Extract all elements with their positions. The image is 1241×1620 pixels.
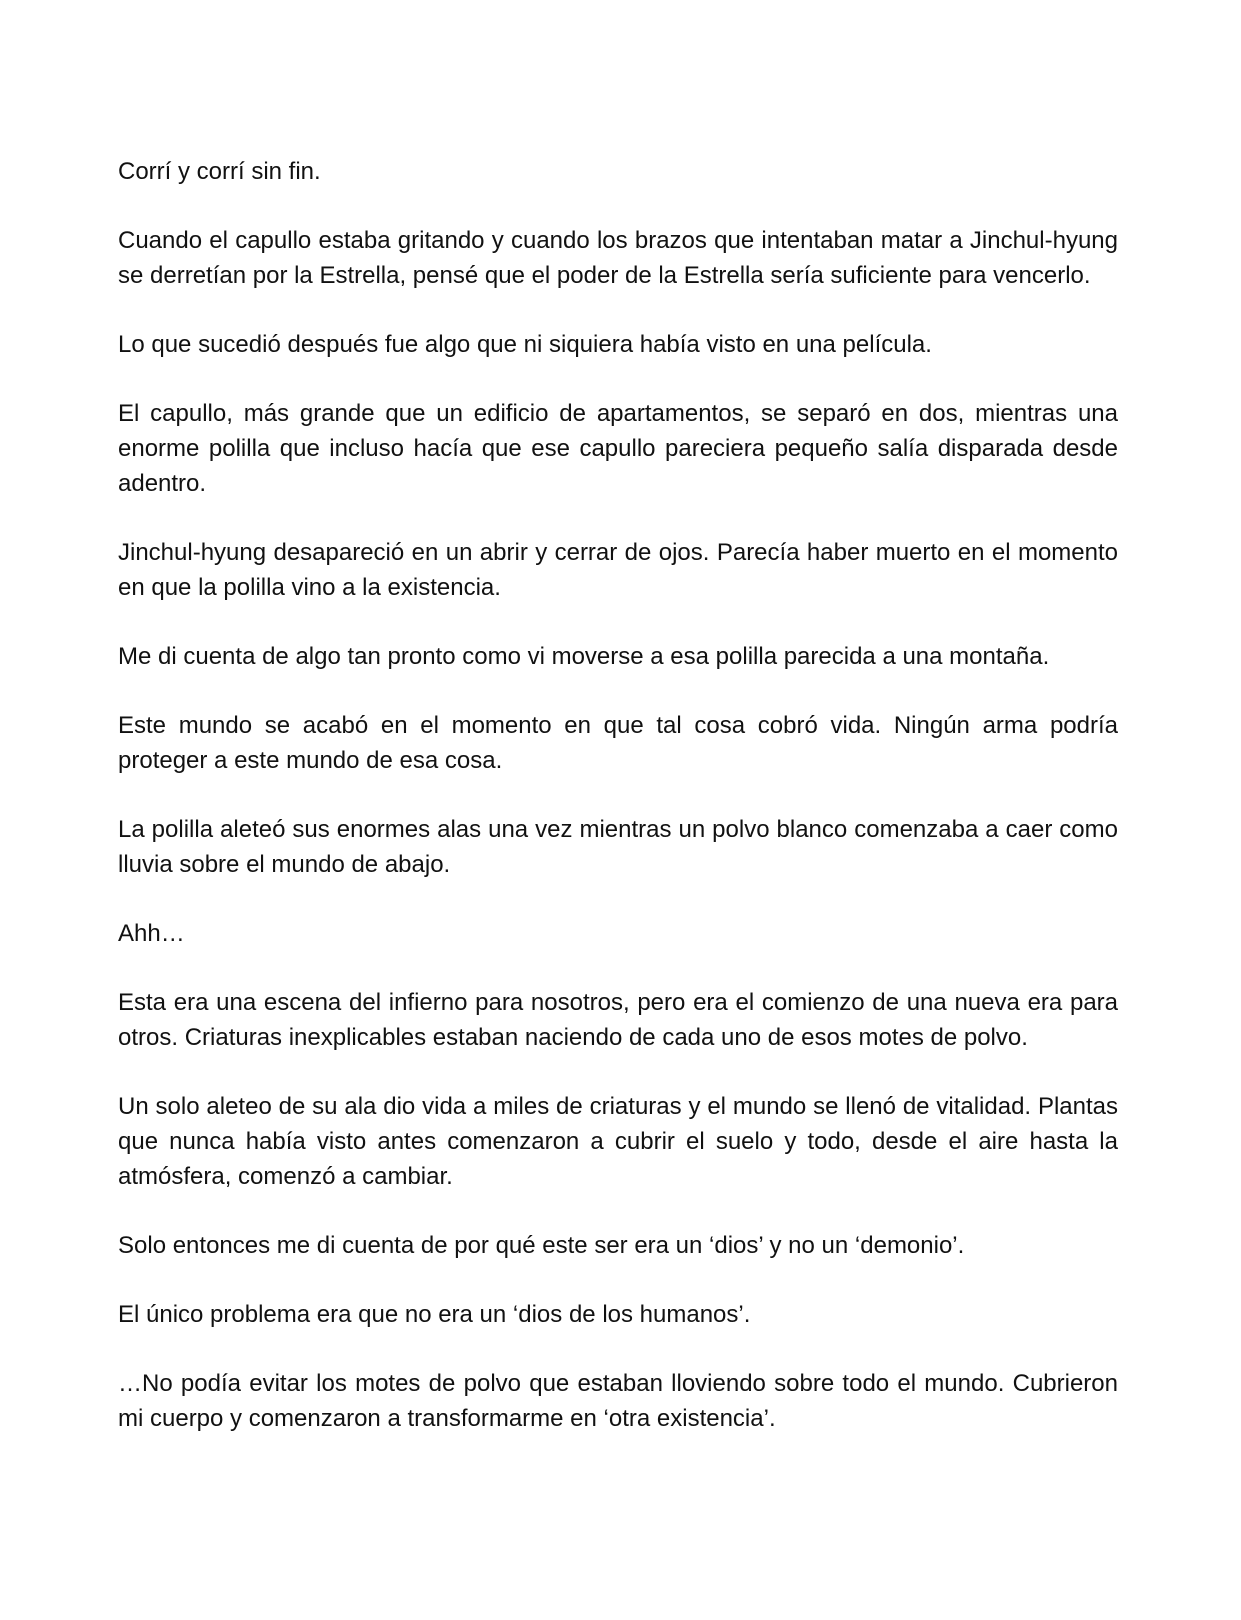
paragraph-5: Jinchul-hyung desapareció en un abrir y cerrar de ojos. Parecía haber muerto en el momento en que la polilla vino a la existencia. [118,539,1118,601]
paragraph-2: Cuando el capullo estaba gritando y cuando los brazos que intentaban matar a Jinchul-hyung se derretían por la Estrella, pensé que el poder de la Estrella sería suficiente para vencerlo. [118,227,1118,289]
paragraph-9: Ahh… [118,920,185,947]
paragraph-7: Este mundo se acabó en el momento en que tal cosa cobró vida. Ningún arma podría proteger a este mundo de esa cosa. [118,712,1118,774]
paragraph-8: La polilla aleteó sus enormes alas una vez mientras un polvo blanco comenzaba a caer como lluvia sobre el mundo de abajo. [118,816,1118,878]
paragraph-14: …No podía evitar los motes de polvo que estaban lloviendo sobre todo el mundo. Cubrieron mi cuerpo y comenzaron a transformarme en ‘otra existencia’. [118,1370,1118,1432]
paragraph-11: Un solo aleteo de su ala dio vida a miles de criaturas y el mundo se llenó de vitalidad. Plantas que nunca había visto antes comenzaron a cubrir el suelo y todo, desde el aire hasta la atmósfera, comenzó a cambiar. [118,1093,1118,1190]
paragraph-3: Lo que sucedió después fue algo que ni siquiera había visto en una película. [118,331,932,358]
paragraph-4: El capullo, más grande que un edificio de apartamentos, se separó en dos, mientras una enorme polilla que incluso hacía que ese capullo pareciera pequeño salía disparada desde adentro. [118,400,1118,497]
paragraph-10: Esta era una escena del infierno para nosotros, pero era el comienzo de una nueva era para otros. Criaturas inexplicables estaban naciendo de cada uno de esos motes de polvo. [118,989,1118,1051]
document-body [118,154,1118,1436]
paragraph-12: Solo entonces me di cuenta de por qué este ser era un ‘dios’ y no un ‘demonio’. [118,1232,965,1259]
paragraph-13: El único problema era que no era un ‘dios de los humanos’. [118,1301,751,1328]
paragraph-1: Corrí y corrí sin fin. [118,158,321,185]
paragraph-6: Me di cuenta de algo tan pronto como vi moverse a esa polilla parecida a una montaña. [118,643,1050,670]
